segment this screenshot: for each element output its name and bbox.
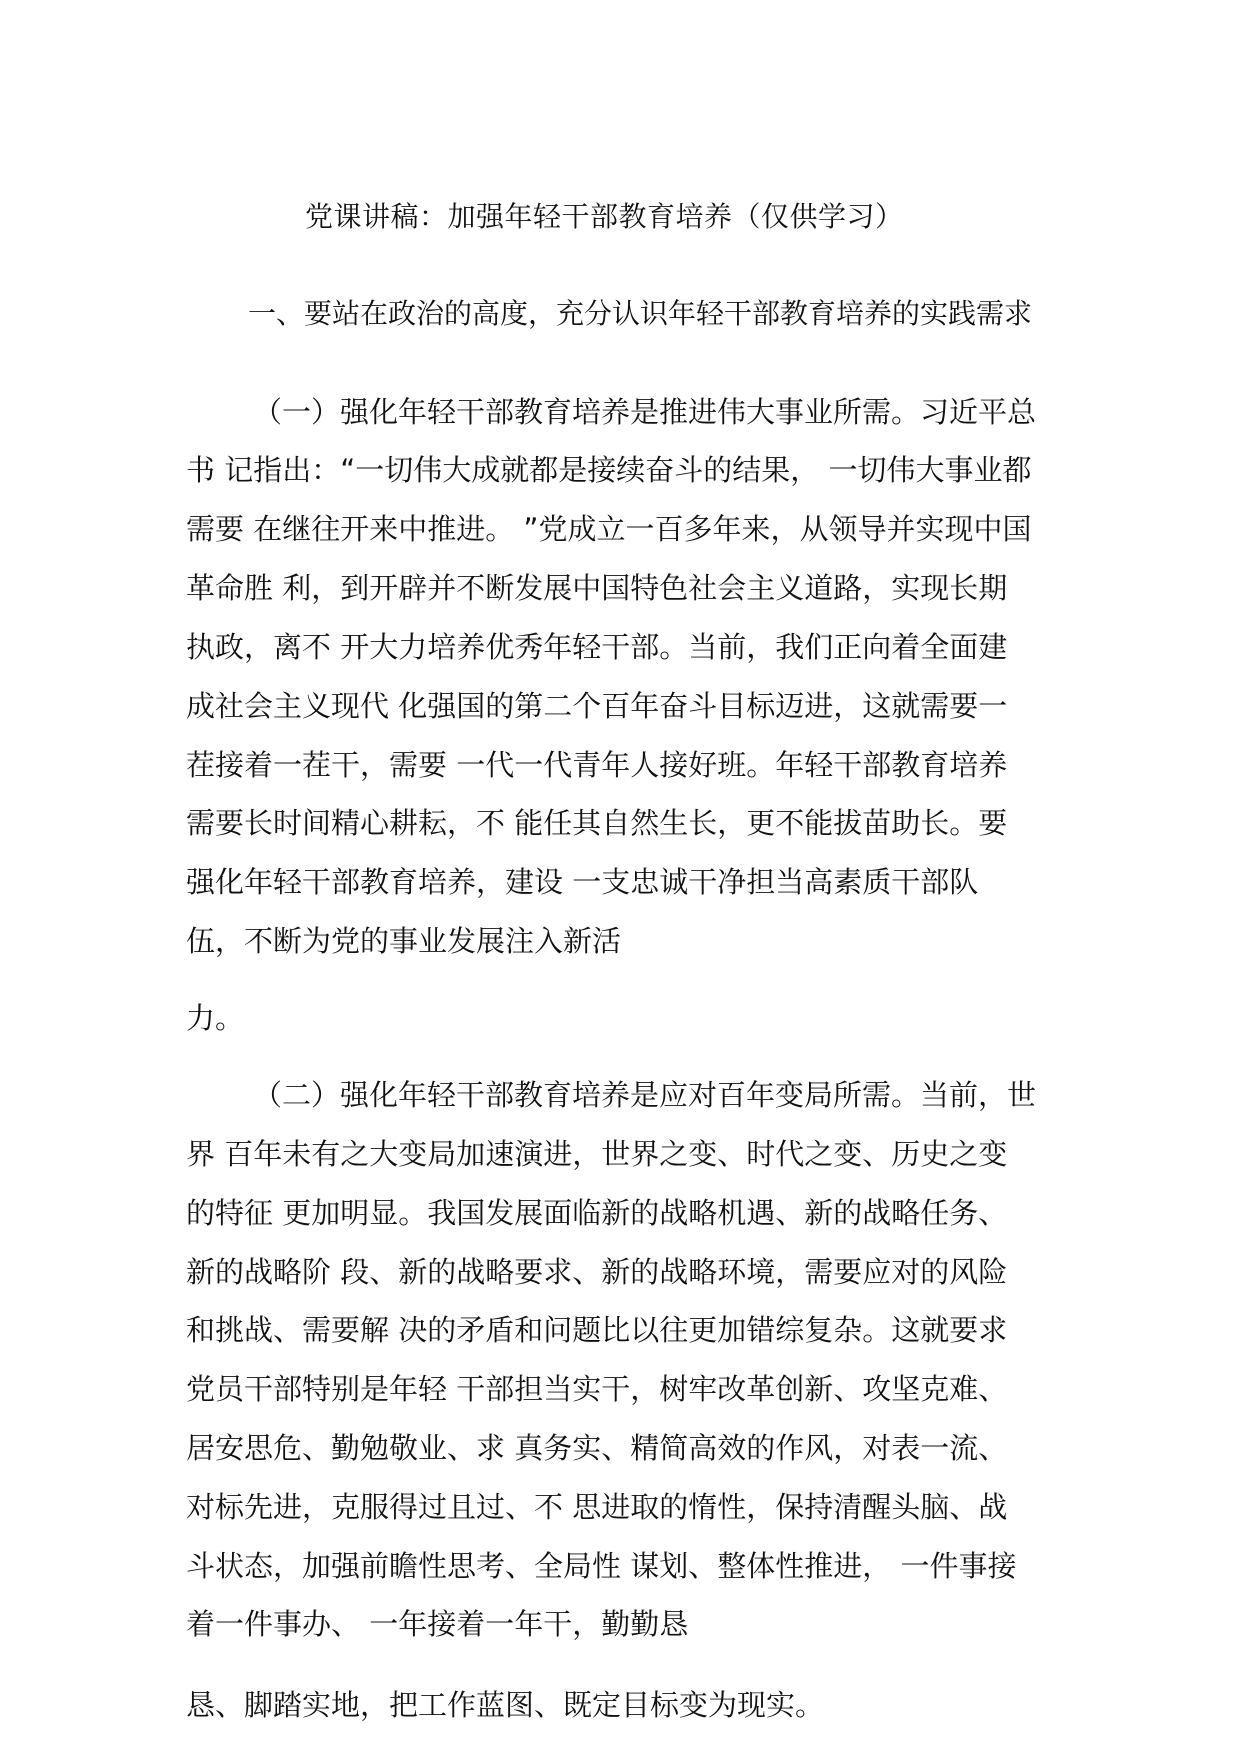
section-heading-1: 一、要站在政治的高度，充分认识年轻干部教育培养的实践需求 (248, 297, 1033, 330)
paragraph-line: 党员干部特别是年轻 干部担当实干，树牢改革创新、攻坚克难、 (186, 1372, 1008, 1406)
paragraph-line: 力。 (186, 1001, 245, 1035)
paragraph-line: 革命胜 利，到开辟并不断发展中国特色社会主义道路，实现长期 (186, 571, 1008, 605)
paragraph-line: 茬接着一茬干，需要 一代一代青年人接好班。年轻干部教育培养 (186, 748, 1008, 782)
paragraph-line: 新的战略阶 段、新的战略要求、新的战略环境，需要应对的风险 (186, 1255, 1008, 1289)
paragraph-line: 界 百年未有之大变局加速演进，世界之变、时代之变、历史之变 (186, 1137, 1008, 1171)
paragraph-line: 着一件事办、 一年接着一年干，勤勤恳 (186, 1607, 689, 1641)
paragraph-line: 强化年轻干部教育培养，建设 一支忠诚干净担当高素质干部队 (186, 865, 979, 899)
paragraph-line: 的特征 更加明显。我国发展面临新的战略机遇、新的战略任务、 (186, 1196, 1008, 1230)
paragraph-line: 执政，离不 开大力培养优秀年轻干部。当前，我们正向着全面建 (186, 630, 1008, 664)
document-title: 党课讲稿：加强年轻干部教育培养（仅供学习） (305, 200, 904, 233)
paragraph-line: 和挑战、需要解 决的矛盾和问题比以往更加错综复杂。这就要求 (186, 1313, 1008, 1347)
paragraph-line: 恳、脚踏实地，把工作蓝图、既定目标变为现实。 (186, 1688, 825, 1722)
paragraph-line: 居安思危、勤勉敬业、求 真务实、精简高效的作风，对表一流、 (186, 1431, 1008, 1465)
paragraph-line: 斗状态，加强前瞻性思考、全局性 谋划、整体性推进， 一件事接 (186, 1549, 1017, 1583)
paragraph-line: 成社会主义现代 化强国的第二个百年奋斗目标迈进，这就需要一 (186, 689, 1008, 723)
paragraph-line: 伍，不断为党的事业发展注入新活 (186, 924, 622, 958)
paragraph-line: 需要长时间精心耕耘，不 能任其自然生长，更不能拔苗助长。要 (186, 806, 1008, 840)
paragraph-line: 需要 在继往开来中推进。 ”党成立一百多年来，从领导并实现中国 (186, 512, 1032, 546)
paragraph-line: （一）强化年轻干部教育培养是推进伟大事业所需。习近平总 (253, 395, 1037, 429)
paragraph-line: （二）强化年轻干部教育培养是应对百年变局所需。当前，世 (253, 1078, 1037, 1112)
paragraph-line: 对标先进，克服得过且过、不 思进取的惰性，保持清醒头脑、战 (186, 1490, 1008, 1524)
paragraph-line: 书 记指出：“一切伟大成就都是接续奋斗的结果， 一切伟大事业都 (186, 453, 1032, 487)
